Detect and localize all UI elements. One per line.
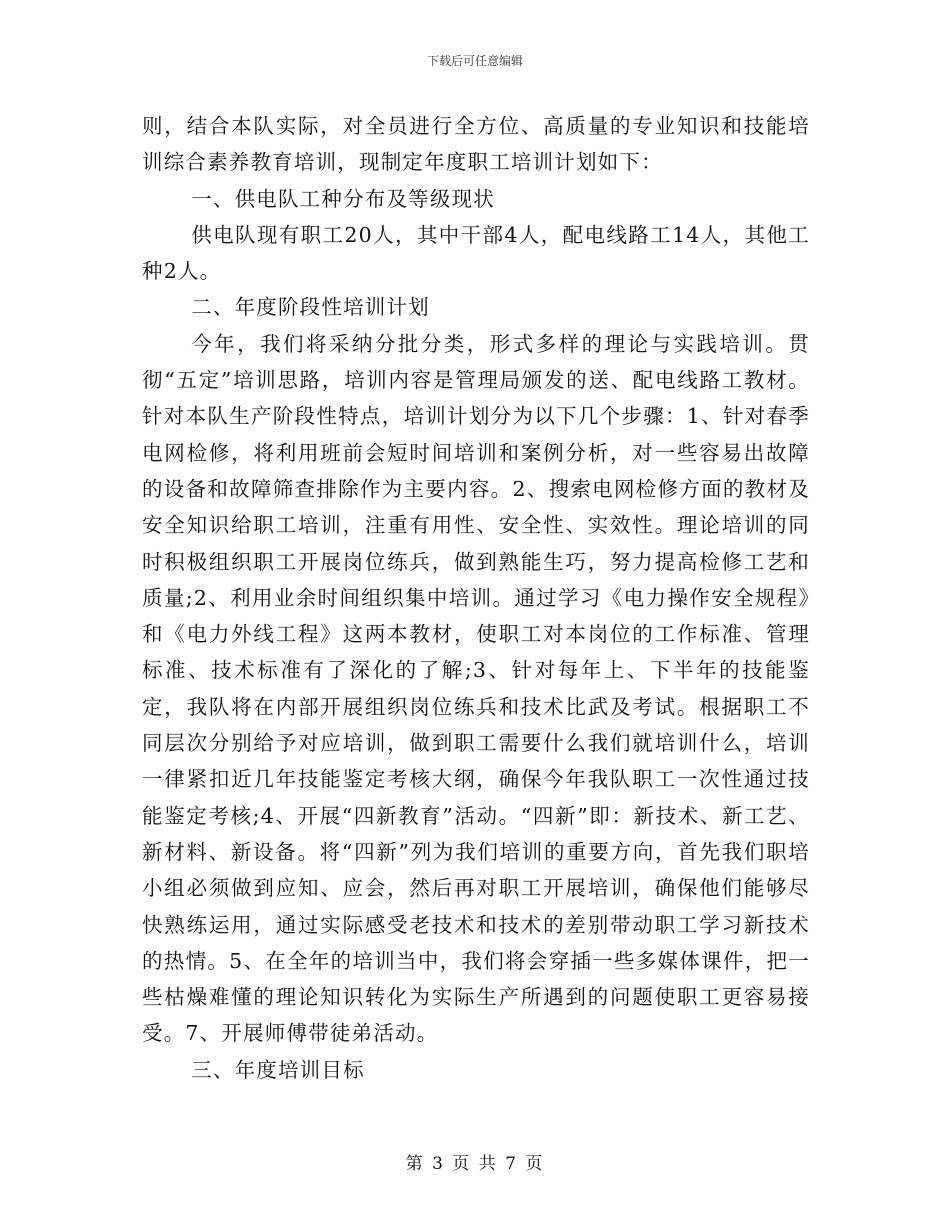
section-heading-2: 二、年度阶段性培训计划 bbox=[191, 295, 430, 320]
page-number: 第 3 页 共 7 页 bbox=[405, 1154, 545, 1174]
page-header: 下载后可任意编辑 bbox=[426, 54, 523, 68]
document-body bbox=[142, 108, 810, 1088]
section-heading-3: 三、年度培训目标 bbox=[191, 1057, 365, 1082]
paragraph-continuation: 则，结合本队实际，对全员进行全方位、高质量的专业知识和技能培训综合素养教育培训，现制定年度职工培训计划如下： bbox=[142, 114, 810, 175]
paragraph-staff-status: 供电队现有职工20人，其中干部4人，配电线路工14人，其他工种2人。 bbox=[142, 222, 810, 284]
paragraph-training-plan: 今年，我们将采纳分批分类，形式多样的理论与实践培训。贯彻“五定”培训思路，培训内容是管理局颁发的送、配电线路工教材。针对本队生产阶段性特点，培训计划分为以下几个步骤：1、针对春季电网检修，将利用班前会短时间培训和案例分析，对一些容易出故障的设备和故障筛查排除作为主要内容。2、搜索电网检修方面的教材及安全知识给职工培训，注重有用性、安全性、实效性。理论培训的同时积极组织职工开展岗位练兵，做到熟能生巧，努力提高检修工艺和质量;2、利用业余时间组织集中培训。通过学习《电力操作安全规程》和《电力外线工程》这两本教材，使职工对本岗位的工作标准、管理标准、技术标准有了深化的了解;3、针对每年上、下半年的技能鉴定，我队将在内部开展组织岗位练兵和技术比武及考试。根据职工不同层次分别给予对应培训，做到职工需要什么我们就培训什么，培训一律紧扣近几年技能鉴定考核大纲，确保今年我队职工一次性通过技能鉴定考核;4、开展“四新教育”活动。“四新”即：新技术、新工艺、新材料、新设备。将“四新”列为我们培训的重要方向，首先我们职培小组必须做到应知、应会，然后再对职工开展培训，确保他们能够尽快熟练运用，通过实际感受老技术和技术的差别带动职工学习新技术的热情。5、在全年的培训当中，我们将会穿插一些多媒体课件，把一些枯燥难懂的理论知识转化为实际生产所遇到的问题使职工更容易接受。7、开展师傅带徒弟活动。 bbox=[142, 331, 810, 1046]
section-heading-1: 一、供电队工种分布及等级现状 bbox=[191, 186, 495, 211]
